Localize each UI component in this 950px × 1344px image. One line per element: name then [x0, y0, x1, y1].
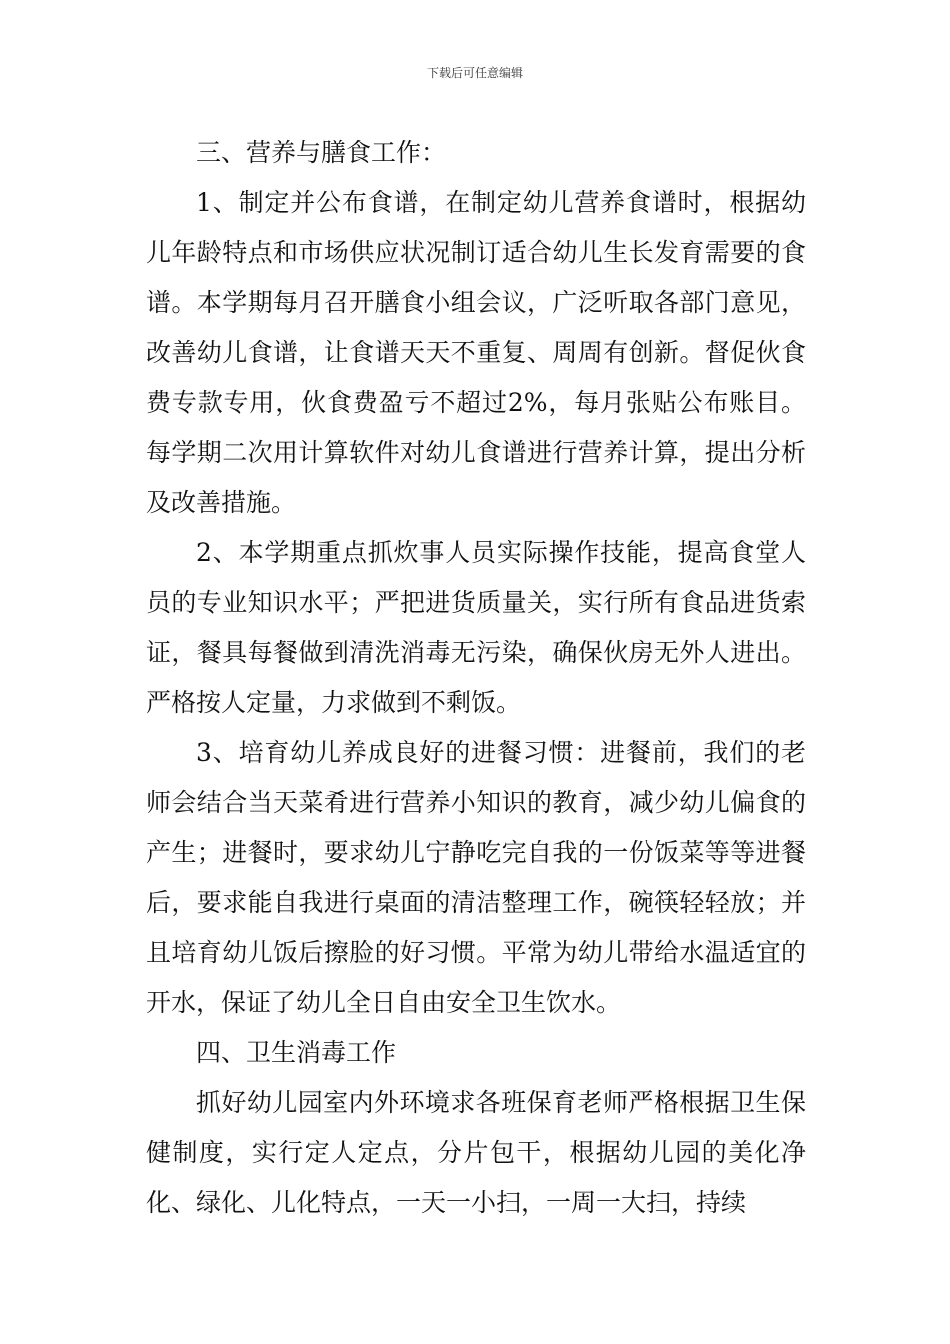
paragraph-item-2: 2、本学期重点抓炊事人员实际操作技能，提高食堂人员的专业知识水平；严把进货质量关，实行所有食品进货索证，餐具每餐做到清洗消毒无污染，确保伙房无外人进出。严格按人定量，力求做到不剩饭。 — [146, 538, 806, 717]
paragraph-item-3: 3、培育幼儿养成良好的进餐习惯：进餐前，我们的老师会结合当天菜肴进行营养小知识的教育，减少幼儿偏食的产生；进餐时，要求幼儿宁静吃完自我的一份饭菜等等进餐后，要求能自我进行桌面的清洁整理工作，碗筷轻轻放；并且培育幼儿饭后擦脸的好习惯。平常为幼儿带给水温适宜的开水，保证了幼儿全日自由安全卫生饮水。 — [146, 738, 806, 1017]
document-body — [146, 128, 806, 1228]
section-heading-hygiene: 四、卫生消毒工作 — [196, 1038, 397, 1067]
page-header: 下载后可任意编辑 — [426, 66, 523, 80]
paragraph-item-1: 1、制定并公布食谱，在制定幼儿营养食谱时，根据幼儿年龄特点和市场供应状况制订适合幼儿生长发育需要的食谱。本学期每月召开膳食小组会议，广泛听取各部门意见，改善幼儿食谱，让食谱天天不重复、周周有创新。督促伙食费专款专用，伙食费盈亏不超过2%，每月张贴公布账目。每学期二次用计算软件对幼儿食谱进行营养计算，提出分析及改善措施。 — [146, 188, 806, 517]
section-heading-nutrition: 三、营养与膳食工作： — [196, 138, 447, 167]
paragraph-hygiene: 抓好幼儿园室内外环境求各班保育老师严格根据卫生保健制度，实行定人定点，分片包干，根据幼儿园的美化净化、绿化、儿化特点，一天一小扫，一周一大扫，持续 — [146, 1088, 806, 1217]
